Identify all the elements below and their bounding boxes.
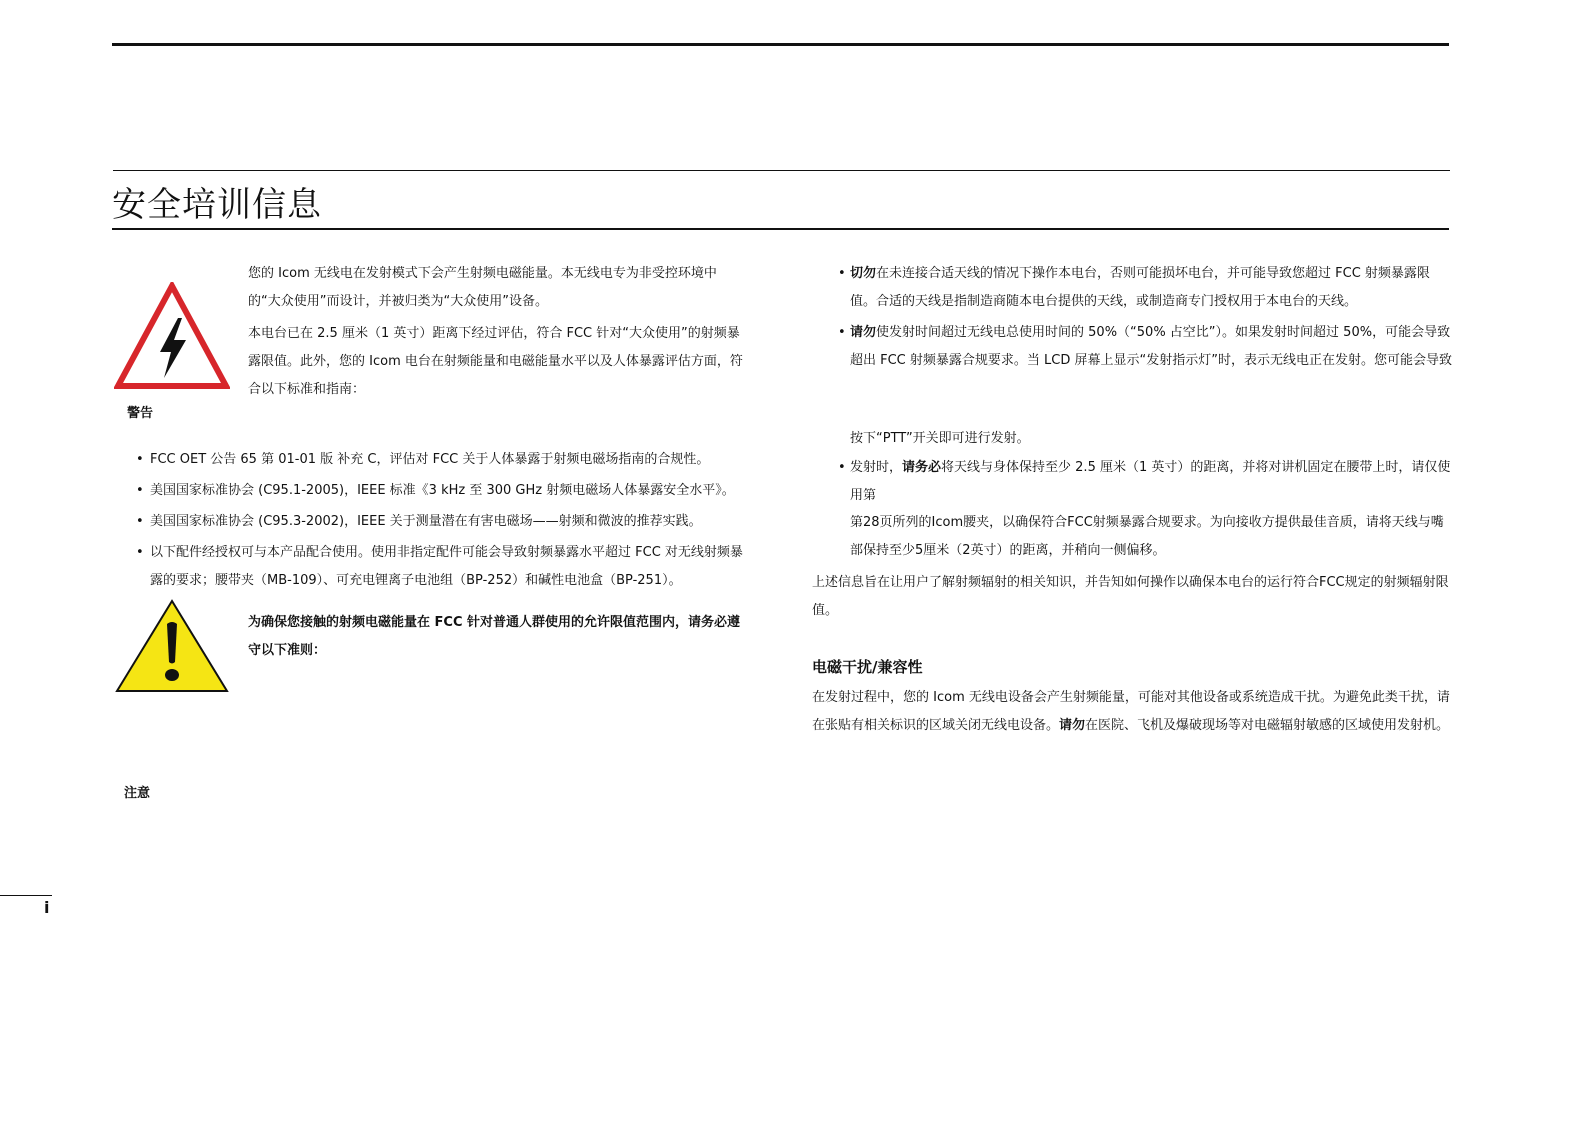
caution-text <box>248 609 748 665</box>
list-item: • 以下配件经授权可与本产品配合使用。使用非指定配件可能会导致射频暴露水平超过 FCC 对无线射频暴露的要求；腰带夹（MB-109）、可充电锂离子电池组（BP-252）和碱性电池盒（BP-251）。 <box>136 539 750 595</box>
emphasis: 切勿 <box>850 266 877 281</box>
standards-list <box>136 446 750 598</box>
item-continuation: 第28页所列的Icom腰夹，以确保符合FCC射频暴露合规要求。为向接收方提供最佳音质，请将天线与嘴部保持至少5厘米（2英寸）的距离，并稍向一侧偏移。 <box>850 515 1444 558</box>
note-label: 注意 <box>124 786 151 801</box>
page-title: 安全培训信息 <box>112 185 322 225</box>
list-item: • 美国国家标准协会 (C95.1-2005)，IEEE 标准《3 kHz 至 300 GHz 射频电磁场人体暴露安全水平》。 <box>136 477 750 505</box>
title-top-rule <box>113 170 1450 171</box>
intro-paragraph-2: 本电台已在 2.5 厘米（1 英寸）距离下经过评估，符合 FCC 针对“大众使用”的射频暴露限值。此外，您的 Icom 电台在射频能量和电磁能量水平以及人体暴露评估方面，符合以下标准和指南： <box>248 326 743 397</box>
emphasis: 请勿 <box>850 325 877 340</box>
ptt-text: 按下“PTT”开关即可进行发射。 <box>850 431 1030 446</box>
guidelines-list <box>812 260 1452 375</box>
page-number-rule <box>0 895 52 896</box>
emc-heading: 电磁干扰/兼容性 <box>812 658 923 676</box>
list-item <box>812 260 1452 316</box>
list-item <box>812 319 1452 375</box>
warning-label: 警告 <box>127 406 154 421</box>
header-rule <box>112 43 1449 46</box>
intro-text <box>248 260 748 404</box>
emc-text-part-2: 在医院、飞机及爆破现场等对电磁辐射敏感的区域使用发射机。 <box>1085 718 1450 733</box>
summary-text: 上述信息旨在让用户了解射频辐射的相关知识，并告知如何操作以确保本电台的运行符合FCC规定的射频辐射限值。 <box>812 575 1449 618</box>
item-text: 使发射时间超过无线电总使用时间的 50%（“50% 占空比”）。如果发射时间超过 50%，可能会导致超出 FCC 射频暴露合规要求。当 LCD 屏幕上显示“发射指示灯”时，表示无线电正在发射。您可能会导致 <box>850 325 1452 368</box>
item-prefix: 发射时， <box>850 460 903 475</box>
emc-text <box>812 684 1452 740</box>
emphasis: 请务必 <box>902 460 942 475</box>
emc-text-part-1: 在发射过程中，您的 Icom 无线电设备会产生射频能量，可能对其他设备或系统造成干扰。为避免此类干扰，请在张贴有相关标识的区域关闭无线电设备。 <box>812 690 1450 733</box>
list-item: • 美国国家标准协会 (C95.3-2002)，IEEE 关于测量潜在有害电磁场——射频和微波的推荐实践。 <box>136 508 750 536</box>
list-item <box>812 454 1452 510</box>
item-text: 在未连接合适天线的情况下操作本电台，否则可能损坏电台，并可能导致您超过 FCC 射频暴露限值。合适的天线是指制造商随本电台提供的天线，或制造商专门授权用于本电台的天线。 <box>850 266 1430 309</box>
list-item: • FCC OET 公告 65 第 01-01 版 补充 C，评估对 FCC 关于人体暴露于射频电磁场指南的合规性。 <box>136 446 750 474</box>
title-bottom-rule <box>112 228 1449 230</box>
electric-shock-warning-icon <box>114 282 230 390</box>
caution-paragraph: 为确保您接触的射频电磁能量在 FCC 针对普通人群使用的允许限值范围内，请务必遵守以下准则： <box>248 615 741 658</box>
item-text: 将天线与身体保持至少 2.5 厘米（1 英寸）的距离，并将对讲机固定在腰带上时，请仅使用第 <box>850 460 1451 503</box>
right-column <box>812 260 1452 733</box>
intro-paragraph-1: 您的 Icom 无线电在发射模式下会产生射频电磁能量。本无线电专为非受控环境中的“大众使用”而设计，并被归类为“大众使用”设备。 <box>248 266 717 309</box>
guidelines-list-2 <box>812 454 1452 510</box>
page-number: i <box>44 898 50 917</box>
emphasis: 请勿 <box>1059 718 1086 733</box>
exclamation-caution-icon <box>114 598 230 694</box>
